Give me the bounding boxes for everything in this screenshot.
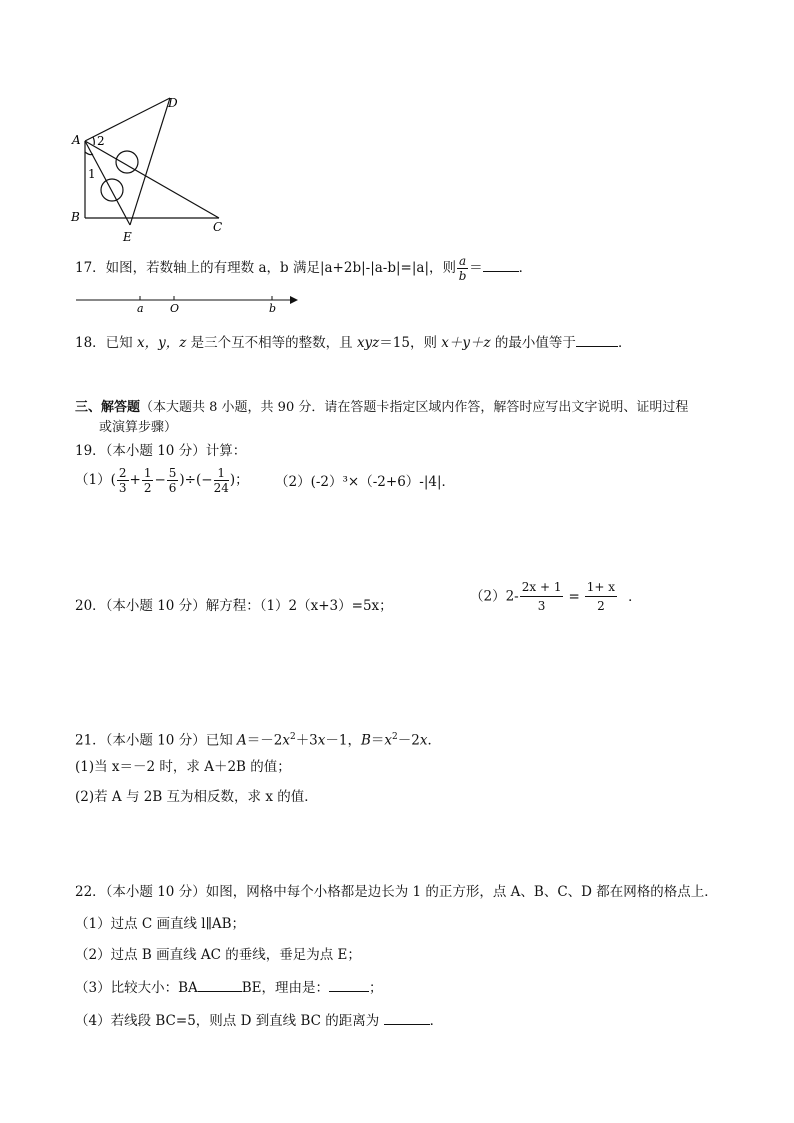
text: ； xyxy=(369,980,383,996)
question-22-line-3: （2）过点 B 画直线 AC 的垂线，垂足为点 E； xyxy=(75,947,361,963)
question-20-part-2 xyxy=(470,578,642,615)
circle-upper xyxy=(116,151,138,173)
q17-end: ． xyxy=(518,260,533,276)
text: －1， xyxy=(325,732,361,749)
text: ＝ xyxy=(370,732,385,749)
denominator: 3 xyxy=(118,481,127,495)
fraction xyxy=(142,466,154,495)
question-21-line-2: (1)当 x＝－2 时，求 A＋2B 的值； xyxy=(75,759,291,775)
var: x xyxy=(419,732,428,749)
question-19-part-1 xyxy=(75,466,249,495)
section-instructions: （本大题共 8 小题，共 90 分．请在答题卡指定区域内作答，解答时应写出文字说明、证明过程 xyxy=(140,400,689,415)
var: B xyxy=(361,732,371,749)
line-de xyxy=(130,98,170,225)
geometry-figure xyxy=(66,92,236,247)
text: 21．（本小题 10 分）已知 xyxy=(75,732,237,749)
q18-end: ． xyxy=(617,335,632,351)
var: A xyxy=(236,732,247,749)
label-angle-1: 1 xyxy=(88,167,96,181)
label-e: E xyxy=(123,230,132,244)
fraction-a-over-b xyxy=(457,254,468,283)
equals-sign: = xyxy=(568,588,580,605)
question-19-part-2: （2）(-2）³×（-2+6）-|4|． xyxy=(275,474,456,490)
denominator: 2 xyxy=(597,599,605,613)
q18-vars: x，y，z xyxy=(136,335,187,351)
arrow-right-icon xyxy=(290,296,298,304)
answer-blank-22-3b[interactable] xyxy=(329,977,369,992)
question-22-line-1: 22．（本小题 10 分）如图，网格中每个小格都是边长为 1 的正方形，点 A、B、C、D 都在网格的格点上． xyxy=(75,884,718,900)
numerator: 2 xyxy=(118,466,127,480)
text: ． xyxy=(427,732,441,749)
denominator: 6 xyxy=(168,481,177,495)
label-d: D xyxy=(168,96,178,110)
part-label: （1）( xyxy=(75,472,116,488)
fraction-numerator: a xyxy=(459,254,467,268)
var: x xyxy=(317,732,326,749)
denominator: 3 xyxy=(537,599,546,613)
angle-arc-2 xyxy=(93,137,94,145)
denominator: 24 xyxy=(213,481,229,495)
label-c: C xyxy=(213,220,223,234)
section-3-heading xyxy=(75,399,688,417)
part-end: ． xyxy=(628,588,642,605)
label-a: A xyxy=(72,133,81,147)
numerator: 1+ x xyxy=(585,578,617,597)
text: （3）比较大小：BA xyxy=(75,980,198,996)
q17-text: 17．如图，若数轴上的有理数 a，b 满足|a+2b|-|a-b|=|a|，则 xyxy=(75,260,457,276)
text: BE，理由是： xyxy=(241,980,330,996)
number-line xyxy=(72,291,302,317)
operator: + xyxy=(129,472,141,488)
text: （4）若线段 BC=5，则点 D 到直线 BC 的距离为 xyxy=(75,1013,384,1029)
fraction xyxy=(520,578,564,615)
text: ＝－2 xyxy=(246,732,283,749)
denominator: 2 xyxy=(143,481,152,495)
question-21-line-3: (2)若 A 与 2B 互为相反数，求 x 的值． xyxy=(75,789,318,805)
question-22-line-5 xyxy=(75,1010,443,1030)
question-19-title: 19．（本小题 10 分）计算： xyxy=(75,443,247,459)
exponent: 2 xyxy=(392,732,398,742)
answer-blank-18[interactable] xyxy=(576,332,618,347)
var: x xyxy=(282,732,290,749)
label-b: B xyxy=(71,210,80,224)
q18-part: ＝15，则 xyxy=(379,335,442,351)
fraction xyxy=(585,578,617,615)
circle-lower xyxy=(101,179,123,201)
var: x xyxy=(384,732,393,749)
numerator: 1 xyxy=(214,466,229,481)
q18-part: 的最小值等于 xyxy=(490,335,576,351)
section-3-heading-line2: 或演算步骤） xyxy=(99,420,178,435)
equals-sign: ＝ xyxy=(469,260,483,276)
text: ． xyxy=(429,1013,444,1029)
question-17 xyxy=(75,254,532,283)
q18-product: xyz xyxy=(356,335,380,351)
label-a: a xyxy=(137,302,144,315)
label-angle-2: 2 xyxy=(97,134,105,148)
question-20-title: 20．（本小题 10 分）解方程：（1）2（x+3）=5x； xyxy=(75,598,393,614)
exponent: 2 xyxy=(289,732,296,742)
numerator: 5 xyxy=(168,466,177,480)
question-22-line-4 xyxy=(75,977,383,997)
q18-part: 18．已知 xyxy=(75,335,137,351)
answer-blank-22-4[interactable] xyxy=(384,1010,430,1025)
question-18 xyxy=(75,332,631,352)
operator: )÷(− xyxy=(179,472,213,488)
label-origin: O xyxy=(170,302,180,315)
question-22-line-2: （1）过点 C 画直线 l∥AB； xyxy=(75,916,246,932)
fraction xyxy=(117,466,129,495)
fraction xyxy=(167,466,179,495)
numerator: 1 xyxy=(143,466,152,480)
fraction-denominator: b xyxy=(458,269,467,283)
text: ＋3 xyxy=(295,732,318,749)
text: －2 xyxy=(397,732,420,749)
answer-blank-17[interactable] xyxy=(483,257,519,272)
answer-blank-22-3a[interactable] xyxy=(198,977,242,992)
section-title: 三、解答题 xyxy=(75,400,141,415)
part-end: )； xyxy=(229,472,249,488)
numerator: 2x + 1 xyxy=(520,578,564,597)
operator: − xyxy=(154,472,166,488)
part-label: （2）2- xyxy=(470,588,519,605)
question-21-line-1 xyxy=(75,728,441,750)
q18-sum: x＋y＋z xyxy=(441,335,491,351)
q18-part: 是三个互不相等的整数，且 xyxy=(186,335,357,351)
fraction xyxy=(214,466,229,495)
label-b: b xyxy=(269,302,277,315)
